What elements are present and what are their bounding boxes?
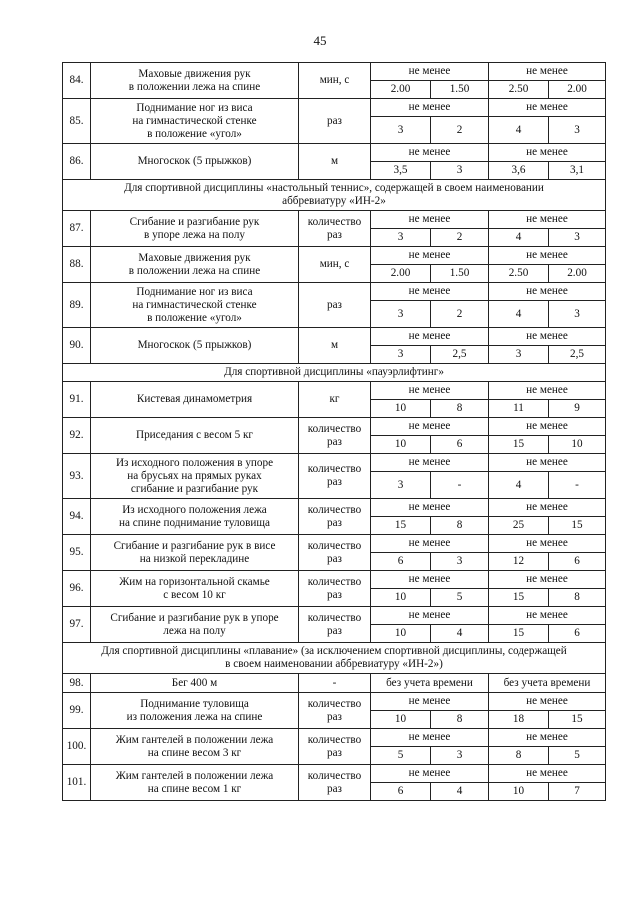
- exercise-name-line: в положении лежа на спине: [128, 264, 261, 277]
- norm-value: 6: [371, 553, 431, 571]
- not-less-header: не менее: [371, 247, 489, 265]
- norm-value: 4: [431, 783, 489, 801]
- row-number: 93.: [63, 454, 91, 499]
- unit: [299, 454, 371, 499]
- unit-line: раз: [327, 710, 342, 723]
- not-less-header: не менее: [371, 729, 489, 747]
- not-less-header: не менее: [371, 535, 489, 553]
- norm-value: 15: [371, 517, 431, 535]
- exercise-row: [63, 571, 606, 589]
- unit-line: раз: [327, 476, 342, 488]
- norm-value: 2.50: [489, 81, 549, 99]
- not-less-header: не менее: [489, 535, 606, 553]
- norm-value: 6: [431, 436, 489, 454]
- unit: [299, 382, 371, 418]
- not-less-header: не менее: [489, 418, 606, 436]
- exercise-name-line: Маховые движения рук: [138, 67, 251, 80]
- unit: [299, 571, 371, 607]
- exercise-name: [91, 247, 299, 283]
- norm-value: 4: [489, 229, 549, 247]
- norm-value: 8: [431, 711, 489, 729]
- row-number: 87.: [63, 211, 91, 247]
- exercise-name: [91, 729, 299, 765]
- exercise-name-line: Приседания с весом 5 кг: [135, 429, 253, 441]
- not-less-header: не менее: [371, 418, 489, 436]
- norm-value: 3: [371, 117, 431, 144]
- norm-value: 6: [549, 553, 606, 571]
- unit-line: раз: [327, 516, 342, 529]
- unit: [299, 418, 371, 454]
- norm-value: 15: [489, 436, 549, 454]
- exercise-name-line: из положения лежа на спине: [126, 710, 263, 723]
- row-number: 84.: [63, 63, 91, 99]
- norm-value: 2.00: [371, 81, 431, 99]
- not-less-header: не менее: [489, 499, 606, 517]
- exercise-name: [91, 571, 299, 607]
- exercise-name-line: Жим гантелей в положении лежа: [115, 769, 274, 782]
- exercise-name-line: Из исходного положения лежа: [122, 503, 267, 516]
- norm-value: 2,5: [431, 346, 489, 364]
- row-number: 92.: [63, 418, 91, 454]
- exercise-name: [91, 607, 299, 643]
- unit-line: количество: [307, 769, 362, 782]
- exercise-name-line: на гимнастической стенке: [132, 298, 257, 311]
- norm-value: 3: [371, 346, 431, 364]
- unit-line: количество: [307, 611, 362, 624]
- row-number: 97.: [63, 607, 91, 643]
- unit: [299, 247, 371, 283]
- unit-line: количество: [307, 733, 362, 746]
- not-less-header: не менее: [371, 211, 489, 229]
- norm-value: 2.00: [549, 265, 606, 283]
- unit: [299, 283, 371, 328]
- norm-value: 3: [371, 301, 431, 328]
- section-title: [63, 643, 606, 674]
- not-less-header: не менее: [371, 607, 489, 625]
- norm-value: 2: [431, 229, 489, 247]
- not-less-header: не менее: [489, 144, 606, 162]
- not-less-header: не менее: [371, 328, 489, 346]
- unit: [299, 765, 371, 801]
- exercise-row: [63, 607, 606, 625]
- unit-line: количество: [307, 575, 362, 588]
- not-less-header: не менее: [371, 765, 489, 783]
- unit-line: раз: [327, 435, 342, 448]
- not-less-header: не менее: [371, 454, 489, 472]
- exercise-name-line: Жим гантелей в положении лежа: [115, 733, 274, 746]
- norm-value: 8: [489, 747, 549, 765]
- norm-value: 10: [371, 625, 431, 643]
- exercise-row: [63, 693, 606, 711]
- section-row: [63, 180, 606, 211]
- exercise-row: [63, 382, 606, 400]
- unit-line: -: [332, 676, 337, 689]
- norm-value: 8: [431, 400, 489, 418]
- exercise-name-line: лежа на полу: [163, 624, 226, 637]
- norm-value: 15: [549, 517, 606, 535]
- unit-line: раз: [327, 228, 342, 241]
- row-number: 90.: [63, 328, 91, 364]
- page-number: 45: [313, 33, 327, 48]
- norm-value: 2: [431, 117, 489, 144]
- exercise-row: [63, 499, 606, 517]
- section-title: [63, 364, 606, 382]
- exercise-row: [63, 674, 606, 693]
- exercise-name-line: в положение «угол»: [147, 311, 242, 324]
- unit: [299, 535, 371, 571]
- not-less-header: не менее: [489, 607, 606, 625]
- exercise-row: [63, 63, 606, 81]
- exercise-name-line: Поднимание ног из виса: [136, 285, 253, 298]
- exercise-row: [63, 729, 606, 747]
- norm-value: 2: [431, 301, 489, 328]
- row-number: 96.: [63, 571, 91, 607]
- unit-line: раз: [327, 624, 342, 637]
- row-number: 95.: [63, 535, 91, 571]
- norm-value: 25: [489, 517, 549, 535]
- exercise-name-line: Сгибание и разгибание рук в висе: [113, 539, 276, 552]
- exercise-name: [91, 418, 299, 454]
- not-less-header: не менее: [489, 382, 606, 400]
- row-number: 100.: [63, 729, 91, 765]
- row-number: 99.: [63, 693, 91, 729]
- norm-value: -: [549, 472, 606, 499]
- not-less-header: не менее: [371, 499, 489, 517]
- unit: [299, 211, 371, 247]
- unit-line: количество: [307, 503, 362, 516]
- unit: [299, 63, 371, 99]
- exercise-name-line: Поднимание туловища: [140, 697, 249, 710]
- exercise-row: [63, 328, 606, 346]
- norm-value: 3,1: [549, 162, 606, 180]
- norm-value: 15: [489, 625, 549, 643]
- exercise-name-line: в положении лежа на спине: [128, 80, 261, 93]
- unit-line: количество: [307, 463, 362, 475]
- norm-value: 11: [489, 400, 549, 418]
- norm-value: 6: [549, 625, 606, 643]
- exercise-name: [91, 765, 299, 801]
- norm-value: 3: [549, 117, 606, 144]
- row-number: 88.: [63, 247, 91, 283]
- section-title: [63, 180, 606, 211]
- exercise-name-line: Кистевая динамометрия: [136, 393, 253, 405]
- not-less-header: не менее: [489, 765, 606, 783]
- row-number: 89.: [63, 283, 91, 328]
- norm-value: 2.50: [489, 265, 549, 283]
- unit-line: количество: [307, 539, 362, 552]
- unit-line: раз: [327, 114, 342, 127]
- unit-line: раз: [327, 746, 342, 759]
- norm-value: 3: [371, 229, 431, 247]
- norm-value: 12: [489, 553, 549, 571]
- row-number: 85.: [63, 99, 91, 144]
- norm-value: 4: [489, 117, 549, 144]
- norm-value: 5: [431, 589, 489, 607]
- exercise-name: [91, 674, 299, 693]
- exercise-name: [91, 535, 299, 571]
- norm-value: 3,5: [371, 162, 431, 180]
- row-number: 86.: [63, 144, 91, 180]
- exercise-row: [63, 454, 606, 472]
- not-less-header: не менее: [371, 382, 489, 400]
- exercise-name-line: Жим на горизонтальной скамье: [119, 575, 270, 588]
- unit: [299, 607, 371, 643]
- exercise-name: [91, 283, 299, 328]
- norm-value: 3: [371, 472, 431, 499]
- unit: [299, 729, 371, 765]
- not-less-header: не менее: [489, 328, 606, 346]
- unit-line: м: [330, 339, 339, 351]
- exercise-name-line: Многоскок (5 прыжков): [137, 339, 252, 351]
- norm-value: 15: [549, 711, 606, 729]
- exercise-name-line: сгибание и разгибание рук: [130, 482, 259, 495]
- exercise-name: [91, 63, 299, 99]
- unit-line: раз: [327, 588, 342, 601]
- norm-value: 2.00: [549, 81, 606, 99]
- unit-line: количество: [307, 697, 362, 710]
- exercise-name-line: Многоскок (5 прыжков): [137, 155, 252, 167]
- section-title-line: аббревиатуру «ИН-2»: [282, 195, 386, 207]
- exercise-row: [63, 144, 606, 162]
- row-number: 98.: [63, 674, 91, 693]
- unit-line: раз: [327, 782, 342, 795]
- exercise-name-line: в упоре лежа на полу: [143, 228, 245, 241]
- not-less-header: не менее: [371, 283, 489, 301]
- exercise-name: [91, 499, 299, 535]
- row-number: 91.: [63, 382, 91, 418]
- exercise-name-line: Бег 400 м: [171, 676, 218, 689]
- norm-value: 7: [549, 783, 606, 801]
- unit-line: раз: [327, 552, 342, 565]
- norm-value: 8: [549, 589, 606, 607]
- not-less-header: не менее: [371, 144, 489, 162]
- norms-table: [62, 62, 606, 801]
- norm-value: 10: [489, 783, 549, 801]
- norm-value: 10: [371, 436, 431, 454]
- unit-line: кг: [329, 393, 340, 405]
- norm-value: 10: [549, 436, 606, 454]
- exercise-name: [91, 328, 299, 364]
- section-title-line: в своем наименовании аббревиатуру «ИН-2»): [225, 658, 443, 670]
- not-less-header: не менее: [371, 693, 489, 711]
- exercise-row: [63, 247, 606, 265]
- exercise-row: [63, 418, 606, 436]
- exercise-row: [63, 99, 606, 117]
- exercise-row: [63, 283, 606, 301]
- exercise-name-line: на гимнастической стенке: [132, 114, 257, 127]
- norm-value: 10: [371, 400, 431, 418]
- section-title-line: Для спортивной дисциплины «плавание» (за исключением спортивной дисциплины, содержащей: [101, 645, 567, 657]
- exercise-name-line: на спине весом 3 кг: [147, 746, 242, 759]
- exercise-row: [63, 535, 606, 553]
- unit-line: количество: [307, 215, 362, 228]
- row-number: 101.: [63, 765, 91, 801]
- norm-value: 5: [371, 747, 431, 765]
- unit-line: мин, с: [319, 74, 350, 86]
- exercise-name-line: Сгибание и разгибание рук: [129, 215, 260, 228]
- exercise-name-line: на спине весом 1 кг: [147, 782, 242, 795]
- norm-value: 1.50: [431, 81, 489, 99]
- unit-line: мин, с: [319, 258, 350, 270]
- norm-value: 3: [431, 747, 489, 765]
- not-less-header: не менее: [489, 283, 606, 301]
- exercise-name-line: на низкой перекладине: [139, 552, 250, 565]
- norm-value: 2,5: [549, 346, 606, 364]
- exercise-name-line: с весом 10 кг: [163, 588, 226, 601]
- unit-line: раз: [327, 298, 342, 311]
- norm-value: без учета времени: [371, 674, 489, 693]
- not-less-header: не менее: [489, 454, 606, 472]
- exercise-name-line: Маховые движения рук: [138, 251, 251, 264]
- unit: [299, 693, 371, 729]
- exercise-name: [91, 454, 299, 499]
- unit-line: м: [330, 155, 339, 167]
- norm-value: 10: [371, 589, 431, 607]
- unit: [299, 499, 371, 535]
- norm-value: 2.00: [371, 265, 431, 283]
- unit: [299, 99, 371, 144]
- exercise-name: [91, 99, 299, 144]
- section-title-line: Для спортивной дисциплины «пауэрлифтинг»: [224, 366, 444, 378]
- norm-value: 15: [489, 589, 549, 607]
- not-less-header: не менее: [371, 99, 489, 117]
- row-number: 94.: [63, 499, 91, 535]
- norm-value: 10: [371, 711, 431, 729]
- norm-value: без учета времени: [489, 674, 606, 693]
- exercise-row: [63, 765, 606, 783]
- norm-value: 3: [431, 553, 489, 571]
- exercise-name: [91, 382, 299, 418]
- norm-value: 3: [549, 229, 606, 247]
- exercise-name-line: Поднимание ног из виса: [136, 101, 253, 114]
- section-row: [63, 364, 606, 382]
- unit: [299, 328, 371, 364]
- norm-value: 9: [549, 400, 606, 418]
- not-less-header: не менее: [489, 247, 606, 265]
- not-less-header: не менее: [371, 63, 489, 81]
- section-title-line: Для спортивной дисциплины «настольный теннис», содержащей в своем наименовании: [124, 182, 544, 194]
- norm-value: -: [431, 472, 489, 499]
- exercise-row: [63, 211, 606, 229]
- not-less-header: не менее: [489, 693, 606, 711]
- exercise-name-line: Сгибание и разгибание рук в упоре: [110, 611, 279, 624]
- norm-value: 6: [371, 783, 431, 801]
- unit: [299, 144, 371, 180]
- norm-value: 5: [549, 747, 606, 765]
- norm-value: 1.50: [431, 265, 489, 283]
- norm-value: 3: [489, 346, 549, 364]
- norm-value: 4: [489, 472, 549, 499]
- exercise-name-line: на брусьях на прямых руках: [127, 469, 262, 482]
- norm-value: 4: [431, 625, 489, 643]
- exercise-name-line: на спине поднимание туловища: [119, 516, 270, 529]
- unit: [299, 674, 371, 693]
- norm-value: 3: [549, 301, 606, 328]
- not-less-header: не менее: [489, 99, 606, 117]
- not-less-header: не менее: [489, 211, 606, 229]
- exercise-name: [91, 144, 299, 180]
- norm-value: 8: [431, 517, 489, 535]
- norm-value: 18: [489, 711, 549, 729]
- unit-line: количество: [307, 422, 362, 435]
- not-less-header: не менее: [371, 571, 489, 589]
- norm-value: 4: [489, 301, 549, 328]
- not-less-header: не менее: [489, 729, 606, 747]
- norm-value: 3,6: [489, 162, 549, 180]
- exercise-name-line: в положение «угол»: [147, 127, 242, 140]
- exercise-name: [91, 211, 299, 247]
- not-less-header: не менее: [489, 63, 606, 81]
- exercise-name-line: Из исходного положения в упоре: [115, 456, 274, 469]
- section-row: [63, 643, 606, 674]
- norm-value: 3: [431, 162, 489, 180]
- not-less-header: не менее: [489, 571, 606, 589]
- exercise-name: [91, 693, 299, 729]
